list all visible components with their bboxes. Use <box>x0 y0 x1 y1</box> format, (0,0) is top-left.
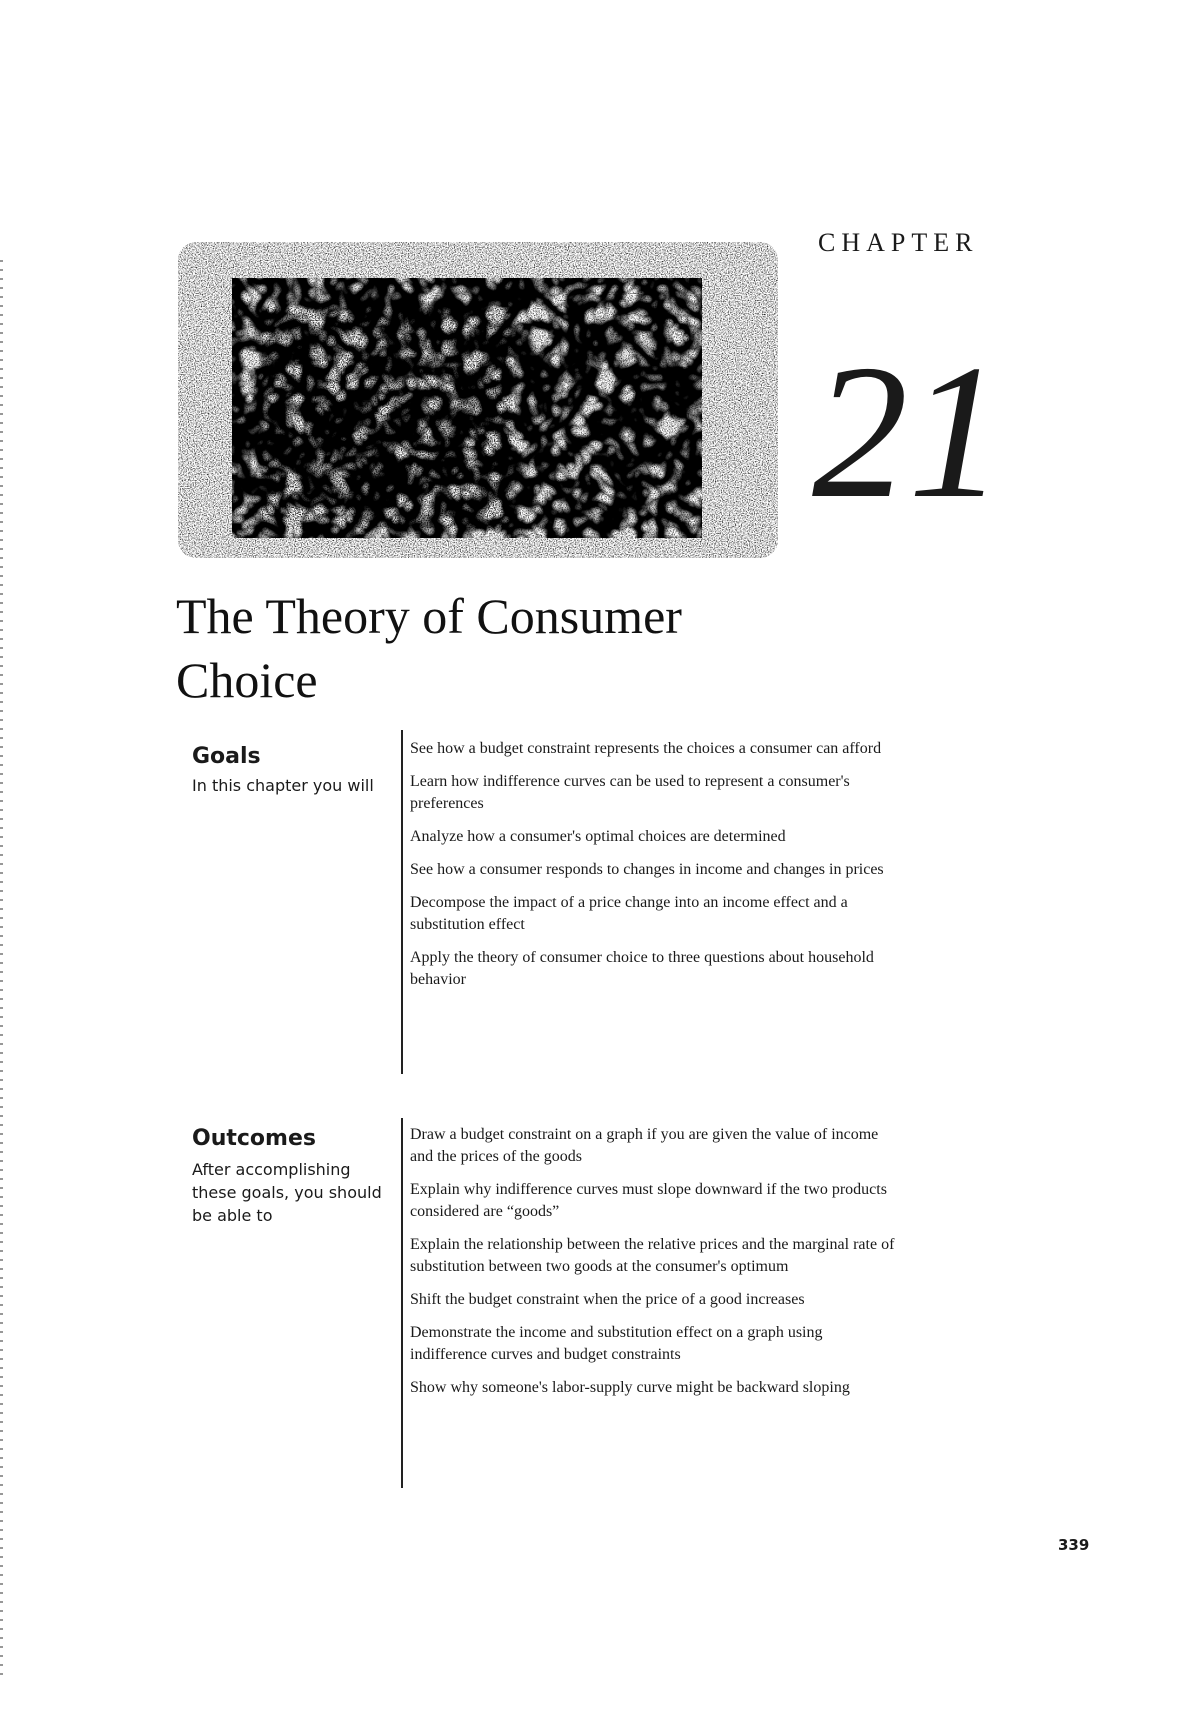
goal-item: Apply the theory of consumer choice to three questions about household behavior <box>410 949 874 988</box>
outcome-item: Explain why indifference curves must slope downward if the two products considered are “goods” <box>410 1181 887 1220</box>
outcome-item: Draw a budget constraint on a graph if you are given the value of income and the prices of the goods <box>410 1126 879 1165</box>
goals-list <box>410 738 898 1002</box>
outcomes-list <box>410 1124 898 1410</box>
chapter-label: CHAPTER <box>818 228 979 257</box>
outcomes-divider <box>401 1118 403 1488</box>
page-number: 339 <box>1058 1536 1090 1554</box>
goal-item: Decompose the impact of a price change into an income effect and a substitution effect <box>410 894 848 933</box>
outcomes-heading: Outcomes <box>192 1126 316 1151</box>
goal-item: Learn how indifference curves can be used to represent a consumer's preferences <box>410 773 850 812</box>
goal-item: See how a consumer responds to changes in income and changes in prices <box>410 861 884 878</box>
goals-subheading: In this chapter you will <box>192 776 374 795</box>
outcome-item: Shift the budget constraint when the price of a good increases <box>410 1291 805 1308</box>
goals-heading: Goals <box>192 744 261 769</box>
outcome-item: Demonstrate the income and substitution effect on a graph using indifference curves and budget constraints <box>410 1324 823 1363</box>
goals-divider <box>401 730 403 1074</box>
chapter-number: 21 <box>812 325 1004 538</box>
chapter-opener-photo <box>172 238 784 564</box>
scan-edge-marks <box>0 260 3 1680</box>
outcomes-subheading: After accomplishing these goals, you should be able to <box>192 1160 382 1225</box>
outcome-item: Show why someone's labor-supply curve might be backward sloping <box>410 1379 850 1396</box>
outcome-item: Explain the relationship between the relative prices and the marginal rate of substitution between two goods at the consumer's optimum <box>410 1236 895 1275</box>
goal-item: Analyze how a consumer's optimal choices are determined <box>410 828 786 845</box>
chapter-title: The Theory of Consumer Choice <box>176 588 682 708</box>
goal-item: See how a budget constraint represents the choices a consumer can afford <box>410 740 882 757</box>
